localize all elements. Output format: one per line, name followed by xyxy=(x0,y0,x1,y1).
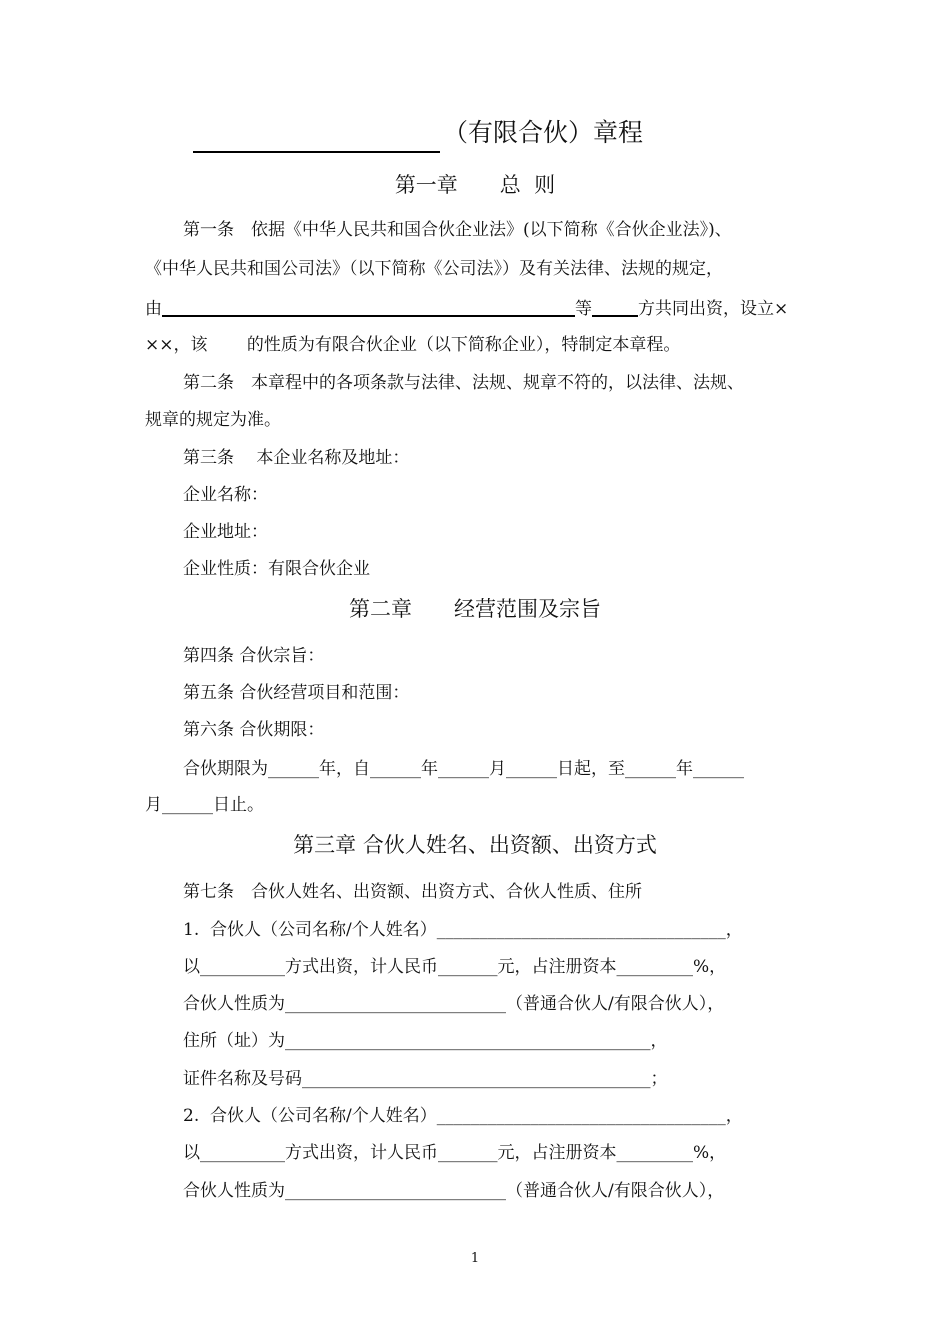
article2-line1: 第二条 本章程中的各项条款与法律、法规、规章不符的，以法律、法规、 xyxy=(183,373,744,393)
article6: 第六条 合伙期限： xyxy=(183,720,325,740)
article3: 第三条 本企业名称及地址： xyxy=(183,448,410,468)
enterprise-address-label: 企业地址： xyxy=(183,522,268,542)
partner2-line1: 2. 合伙人（公司名称/个人姓名）__________________________________， xyxy=(183,1106,743,1126)
article1-line3 xyxy=(145,295,788,321)
chapter1-heading: 第一章 总 则 xyxy=(394,173,556,197)
article1-line1: 第一条 依据《中华人民共和国合伙企业法》(以下简称《合伙企业法》)、 xyxy=(183,220,732,240)
article1-line4: ××，该 的性质为有限合伙企业（以下简称企业），特制定本章程。 xyxy=(145,335,681,355)
title-suffix: （有限合伙）章程 xyxy=(443,118,644,147)
founders-blank xyxy=(162,295,575,317)
partner2-line2: 以__________方式出资，计人民币_______元，占注册资本_________%， xyxy=(183,1143,727,1163)
partner1-line5: 证件名称及号码_________________________________________； xyxy=(183,1069,668,1089)
article1-line3-b: 等 xyxy=(575,299,592,319)
title-name-blank xyxy=(193,123,440,153)
article1-line3-a: 由 xyxy=(145,299,162,319)
article5: 第五条 合伙经营项目和范围： xyxy=(183,683,410,703)
article1-line2: 《中华人民共和国公司法》（以下简称《公司法》）及有关法律、法规的规定， xyxy=(145,259,723,279)
article4: 第四条 合伙宗旨： xyxy=(183,646,325,666)
article1-line3-c: 方共同出资，设立× xyxy=(638,299,789,319)
page-number: 1 xyxy=(470,1251,480,1266)
chapter2-heading: 第二章 经营范围及宗旨 xyxy=(349,597,601,621)
partner1-line4: 住所（址）为___________________________________________， xyxy=(183,1031,668,1051)
partner1-line2: 以__________方式出资，计人民币_______元，占注册资本_________%， xyxy=(183,957,727,977)
article2-line2: 规章的规定为准。 xyxy=(145,410,281,430)
document-title xyxy=(0,113,950,155)
article7: 第七条 合伙人姓名、出资额、出资方式、合伙人性质、住所 xyxy=(183,882,642,902)
chapter3-heading: 第三章 合伙人姓名、出资额、出资方式 xyxy=(293,833,657,857)
party-count-blank xyxy=(592,295,638,317)
partner1-line3: 合伙人性质为__________________________（普通合伙人/有限合伙人）， xyxy=(183,994,725,1014)
term-line2: 月______日止。 xyxy=(145,795,264,815)
term-line1: 合伙期限为______年，自______年______月______日起，至______年______ xyxy=(183,759,744,779)
partner1-line1: 1. 合伙人（公司名称/个人姓名）__________________________________， xyxy=(183,920,743,940)
enterprise-name-label: 企业名称： xyxy=(183,485,268,505)
enterprise-nature: 企业性质：有限合伙企业 xyxy=(183,559,370,579)
partner2-line3: 合伙人性质为__________________________（普通合伙人/有限合伙人）， xyxy=(183,1181,725,1201)
